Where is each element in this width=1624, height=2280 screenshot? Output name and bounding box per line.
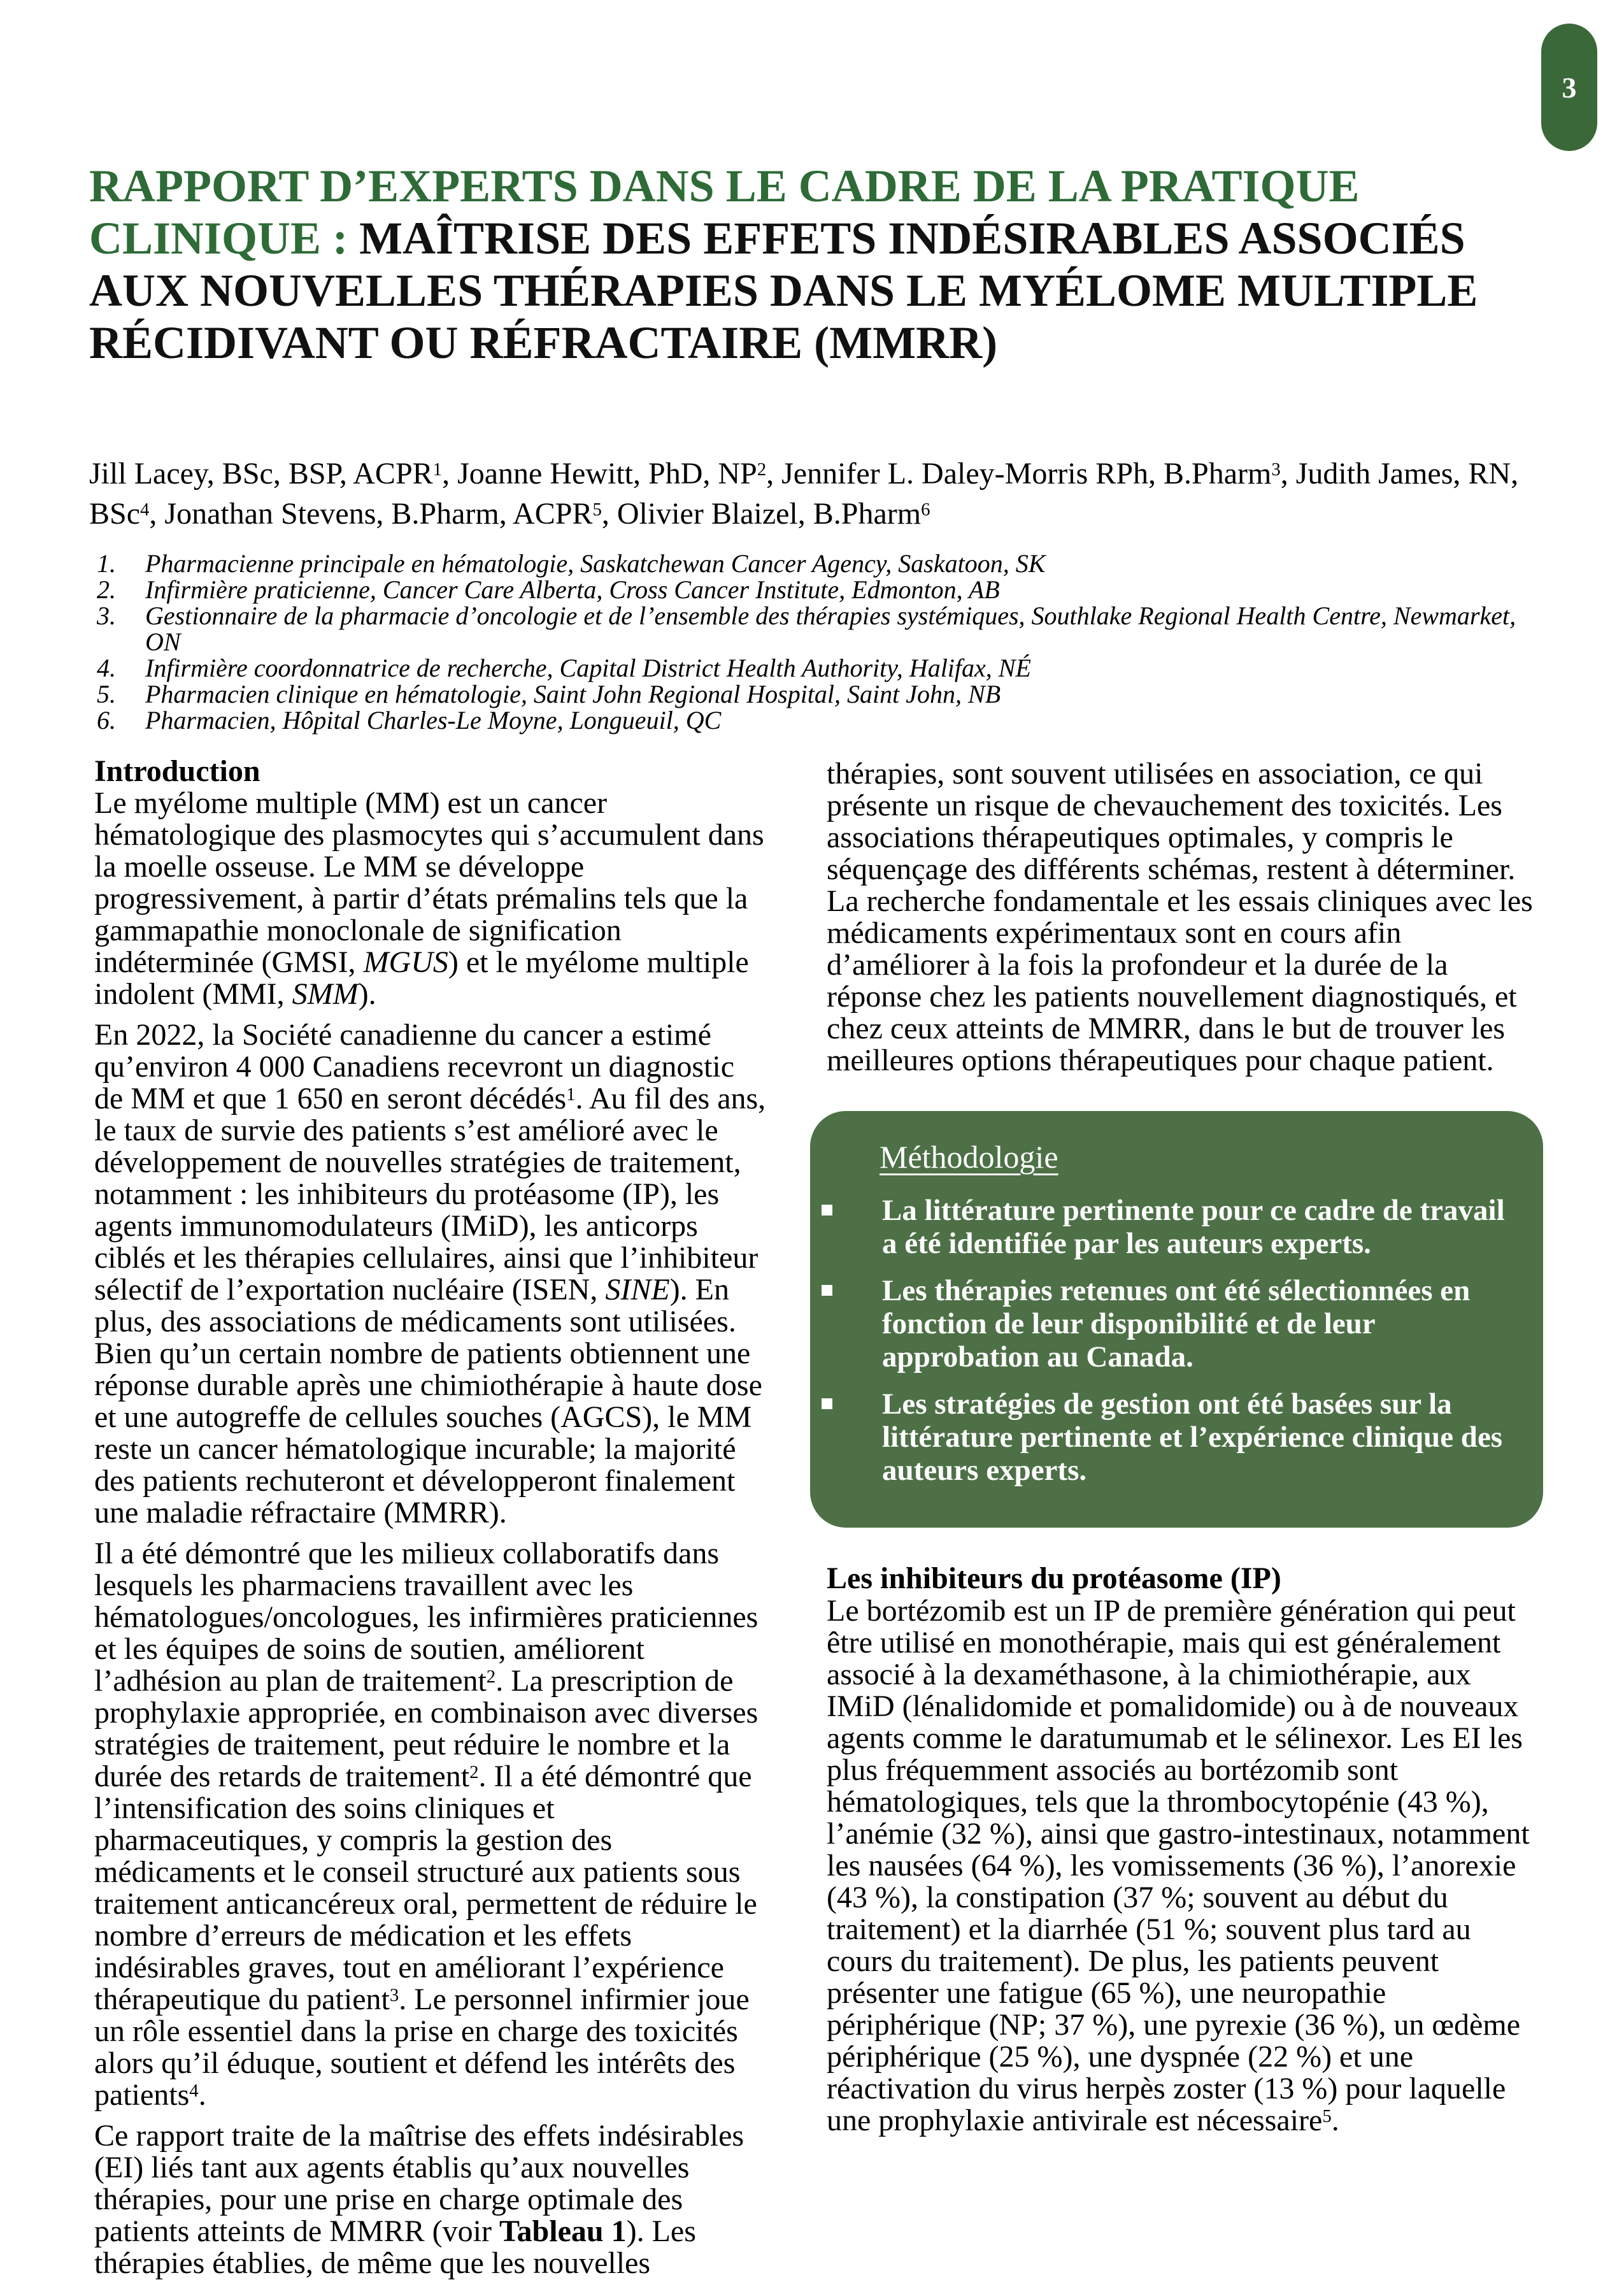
- affiliation-number: 1.: [97, 549, 116, 578]
- methodology-bullet-item: [822, 1194, 1518, 1260]
- methodology-bullet-text: Les stratégies de gestion ont été basées sur la littérature pertinente et l’expérience clinique des auteurs experts.: [882, 1387, 1503, 1487]
- affiliation-text: Gestionnaire de la pharmacie d’oncologie et de l’ensemble des thérapies systémiques, Southlake Regional Health Centre, Newmarket, ON: [145, 601, 1516, 656]
- affiliation-item: [97, 707, 1549, 733]
- affiliation-number: 4.: [97, 654, 116, 682]
- affiliation-item: [97, 577, 1549, 603]
- page-number-tab: [1541, 24, 1597, 151]
- article-title-green-part: RAPPORT D’EXPERTS DANS LE CADRE DE LA PRATIQUE CLINIQUE :: [89, 161, 1360, 264]
- affiliation-item: [97, 603, 1549, 655]
- article-title: [89, 160, 1554, 369]
- methodology-bullet-text: Les thérapies retenues ont été sélectionnées en fonction de leur disponibilité et de leur approbation au Canada.: [882, 1274, 1471, 1373]
- square-bullet-icon: [822, 1205, 832, 1215]
- intro-heading: Introduction: [94, 754, 260, 788]
- affiliation-number: 3.: [97, 601, 116, 630]
- affiliation-number: 6.: [97, 706, 116, 735]
- methodology-heading: Méthodologie: [880, 1139, 1058, 1175]
- paragraph-intro-1: Le myélome multiple (MM) est un cancer hématologique des plasmocytes qui s’accumulent dans la moelle osseuse. Le MM se développe progressivement, à partir d’états prémalins tels que la gammapathie monoclonale de signification indéterminée (GMSI, MGUS) et le myélome multiple indolent (MMI, SMM).: [94, 786, 764, 1011]
- square-bullet-icon: [822, 1398, 832, 1409]
- methodology-bullet-item: [822, 1387, 1518, 1487]
- page-number: 3: [1562, 71, 1577, 104]
- paragraph-intro-2: En 2022, la Société canadienne du cancer a estimé qu’environ 4 000 Canadiens recevront un diagnostic de MM et que 1 650 en seront décédés$^1$. Au fil des ans, le taux de survie des patients s’est amélioré avec le développement de nouvelles stratégies de traitement, notamment : les inhibiteurs du protéasome (IP), les agents immunomodulateurs (IMiD), les anticorps ciblés et les thérapies cellulaires, ainsi que l’inhibiteur sélectif de l’exportation nucléaire (ISEN, SINE). En plus, des associations de médicaments sont utilisées. Bien qu’un certain nombre de patients obtiennent une réponse durable après une chimiothérapie à haute dose et une autogreffe de cellules souches (AGCS), le MM reste un cancer hématologique incurable; la majorité des patients rechuteront et développeront finalement une maladie réfractaire (MMRR).: [94, 1018, 766, 1530]
- affiliation-item: [97, 655, 1549, 681]
- right-column: [827, 758, 1543, 2137]
- paragraph-intro-3: Il a été démontré que les milieux collaboratifs dans lesquels les pharmaciens travaillent avec les hématologues/oncologues, les infirmières praticiennes et les équipes de soins de soutien, améliorent l’adhésion au plan de traitement$^2$. La prescription de prophylaxie appropriée, en combinaison avec diverses stratégies de traitement, peut réduire le nombre et la durée des retards de traitement$^2$. Il a été démontré que l’intensification des soins cliniques et pharmaceutiques, y compris la gestion des médicaments et le conseil structuré aux patients sous traitement anticancéreux oral, permettent de réduire le nombre d’erreurs de médication et les effets indésirables graves, tout en améliorant l’expérience thérapeutique du patient$^3$. Le personnel infirmier joue un rôle essentiel dans la prise en charge des toxicités alors qu’il éduque, soutient et défend les intérêts des patients$^4$.: [94, 1537, 759, 2112]
- affiliation-number: 5.: [97, 680, 116, 708]
- methodology-bullet-text: La littérature pertinente pour ce cadre de travail a été identifiée par les auteurs experts.: [882, 1194, 1505, 1260]
- authors-line: Jill Lacey, BSc, BSP, ACPR$^1$, Joanne Hewitt, PhD, $NP^2$, Jennifer L. Daley-Morris RPh, B.Pharm$^3$, Judith James, RN, BSc$^4$, Jonathan Stevens, B.Pharm, ACPR$^5$, Olivier Blaizel, B.Pharm$^6$: [89, 457, 1519, 531]
- affiliation-text: Infirmière coordonnatrice de recherche, Capital District Health Authority, Halifax, NÉ: [145, 654, 1031, 682]
- affiliation-number: 2.: [97, 575, 116, 604]
- methodology-box: [810, 1111, 1543, 1528]
- affiliation-text: Pharmacien clinique en hématologie, Saint John Regional Hospital, Saint John, NB: [145, 680, 1001, 708]
- left-column: [94, 756, 771, 2279]
- section-heading-proteasome-inhibitors: Les inhibiteurs du protéasome (IP): [827, 1561, 1281, 1595]
- methodology-bullet-item: [822, 1274, 1518, 1373]
- affiliation-item: [97, 550, 1549, 577]
- article-title-black-part: MAÎTRISE DES EFFETS INDÉSIRABLES ASSOCIÉS AUX NOUVELLES THÉRAPIES DANS LE MYÉLOME MULTIPLE RÉCIDIVANT OU RÉFRACTAIRE (MMRR): [89, 213, 1478, 368]
- paragraph-intro-4: Ce rapport traite de la maîtrise des effets indésirables (EI) liés tant aux agents établis qu’aux nouvelles thérapies, pour une prise en charge optimale des patients atteints de MMRR (voir Tableau 1). Les thérapies établies, de même que les nouvelles: [94, 2119, 744, 2280]
- affiliation-text: Pharmacienne principale en hématologie, Saskatchewan Cancer Agency, Saskatoon, SK: [145, 549, 1046, 578]
- affiliation-text: Infirmière praticienne, Cancer Care Alberta, Cross Cancer Institute, Edmonton, AB: [145, 575, 1000, 604]
- paragraph-continuation: thérapies, sont souvent utilisées en association, ce qui présente un risque de chevauchement des toxicités. Les associations thérapeutiques optimales, y compris le séquençage des différents schémas, restent à déterminer. La recherche fondamentale et les essais cliniques avec les médicaments expérimentaux sont en cours afin d’améliorer à la fois la profondeur et la durée de la réponse chez les patients nouvellement diagnostiqués, et chez ceux atteints de MMRR, dans le but de trouver les meilleures options thérapeutiques pour chaque patient.: [827, 757, 1533, 1077]
- affiliation-text: Pharmacien, Hôpital Charles-Le Moyne, Longueuil, QC: [145, 706, 722, 735]
- paragraph-proteasome-inhibitors: Le bortézomib est un IP de première génération qui peut être utilisé en monothérapie, mais qui est généralement associé à la dexaméthasone, à la chimiothérapie, aux IMiD (lénalidomide et pomalidomide) ou à de nouveaux agents comme le daratumumab et le sélinexor. Les EI les plus fréquemment associés au bortézomib sont hématologiques, tels que la thrombocytopénie (43 %), l’anémie (32 %), ainsi que gastro-intestinaux, notamment les nausées (64 %), les vomissements (36 %), l’anorexie (43 %), la constipation (37 %; souvent au début du traitement) et la diarrhée (51 %; souvent plus tard au cours du traitement). De plus, les patients peuvent présenter une fatigue (65 %), une neuropathie périphérique (NP; 37 %), une pyrexie (36 %), un œdème périphérique (25 %), une dyspnée (22 %) et une réactivation du virus herpès zoster (13 %) pour laquelle une prophylaxie antivirale est nécessaire$^5$.: [827, 1594, 1530, 2137]
- affiliations-list: [97, 550, 1549, 733]
- affiliation-item: [97, 681, 1549, 707]
- square-bullet-icon: [822, 1285, 832, 1296]
